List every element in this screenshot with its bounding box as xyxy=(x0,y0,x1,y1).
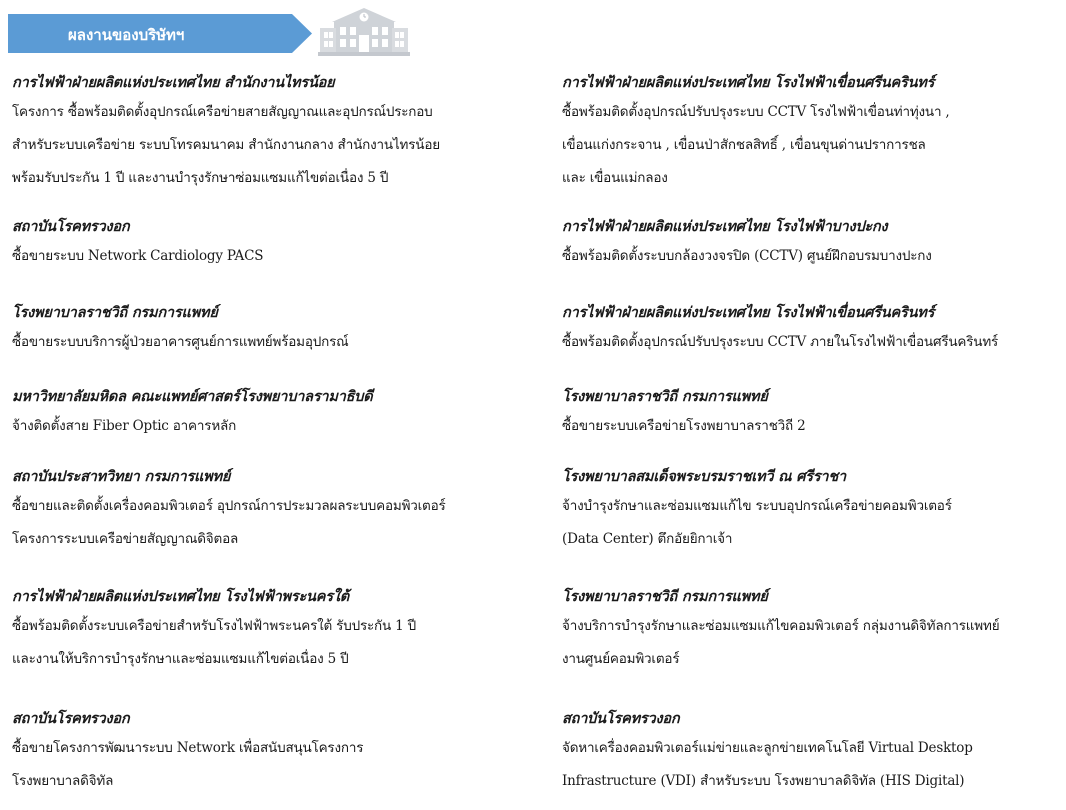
project-description xyxy=(562,410,1066,443)
project-description xyxy=(12,410,532,443)
project-entry xyxy=(12,586,532,676)
description-line: จ้างบริการบำรุงรักษาและซ่อมแซมแก้ไขคอมพิวเตอร์ กลุ่มงานดิจิทัลการแพทย์ xyxy=(562,618,1000,634)
description-line: จ้างติดตั้งสาย Fiber Optic อาคารหลัก xyxy=(12,418,237,434)
description-line: ซื้อขายโครงการพัฒนาระบบ Network เพื่อสนับสนุนโครงการ xyxy=(12,740,364,756)
project-entry xyxy=(12,466,532,556)
project-client-title: สถาบันโรคทรวงอก xyxy=(12,218,130,235)
project-client-title: สถาบันประสาทวิทยา กรมการแพทย์ xyxy=(12,468,231,485)
description-line: Infrastructure (VDI) สำหรับระบบ โรงพยาบาลดิจิทัล (HIS Digital) xyxy=(562,773,965,789)
description-line: ซื้อขายระบบ Network Cardiology PACS xyxy=(12,248,264,264)
project-description xyxy=(12,490,532,556)
description-line: และ เขื่อนแม่กลอง xyxy=(562,170,668,186)
project-entry xyxy=(562,466,1066,556)
project-description xyxy=(12,240,532,273)
description-line: ซื้อพร้อมติดตั้งระบบเครือข่ายสำหรับโรงไฟฟ้าพระนครใต้ รับประกัน 1 ปี xyxy=(12,618,417,634)
project-client-title: การไฟฟ้าฝ่ายผลิตแห่งประเทศไทย โรงไฟฟ้าบางปะกง xyxy=(562,218,888,235)
project-client-title: โรงพยาบาลสมเด็จพระบรมราชเทวี ณ ศรีราชา xyxy=(562,468,846,485)
project-description xyxy=(562,610,1066,676)
description-line: ซื้อพร้อมติดตั้งระบบกล้องวงจรปิด (CCTV) ศูนย์ฝึกอบรมบางปะกง xyxy=(562,248,932,264)
description-line: ซื้อพร้อมติดตั้งอุปกรณ์ปรับปรุงระบบ CCTV ภายในโรงไฟฟ้าเขื่อนศรีนครินทร์ xyxy=(562,334,999,350)
section-title: ผลงานของบริษัทฯ xyxy=(68,26,185,44)
description-line: พร้อมรับประกัน 1 ปี และงานบำรุงรักษาซ่อมแซมแก้ไขต่อเนื่อง 5 ปี xyxy=(12,170,389,186)
project-client-title: สถาบันโรคทรวงอก xyxy=(562,710,680,727)
project-client-title: การไฟฟ้าฝ่ายผลิตแห่งประเทศไทย โรงไฟฟ้าพระนครใต้ xyxy=(12,588,349,605)
description-line: จัดหาเครื่องคอมพิวเตอร์แม่ข่ายและลูกข่ายเทคโนโลยี Virtual Desktop xyxy=(562,740,973,756)
description-line: ซื้อพร้อมติดตั้งอุปกรณ์ปรับปรุงระบบ CCTV โรงไฟฟ้าเขื่อนท่าทุ่งนา , xyxy=(562,104,950,120)
project-entry xyxy=(562,216,1066,273)
description-line: ซื้อขายและติดตั้งเครื่องคอมพิวเตอร์ อุปกรณ์การประมวลผลระบบคอมพิวเตอร์ xyxy=(12,498,446,514)
project-description xyxy=(562,490,1066,556)
project-entry xyxy=(562,586,1066,676)
project-description xyxy=(12,96,532,195)
project-description xyxy=(562,96,1066,195)
description-line: โครงการระบบเครือข่ายสัญญาณดิจิตอล xyxy=(12,531,239,547)
project-description xyxy=(12,326,532,359)
project-description xyxy=(12,732,532,798)
description-line: สำหรับระบบเครือข่าย ระบบโทรคมนาคม สำนักงานกลาง สำนักงานไทรน้อย xyxy=(12,137,440,153)
project-description xyxy=(562,240,1066,273)
section-header-banner xyxy=(8,14,312,53)
project-entry xyxy=(12,72,532,195)
description-line: โรงพยาบาลดิจิทัล xyxy=(12,773,114,789)
project-entry xyxy=(12,708,532,798)
project-entry xyxy=(12,216,532,273)
description-line: ซื้อขายระบบบริการผู้ป่วยอาคารศูนย์การแพทย์พร้อมอุปกรณ์ xyxy=(12,334,349,350)
project-entry xyxy=(562,386,1066,443)
project-client-title: สถาบันโรคทรวงอก xyxy=(12,710,130,727)
description-line: และงานให้บริการบำรุงรักษาและซ่อมแซมแก้ไขต่อเนื่อง 5 ปี xyxy=(12,651,349,667)
project-description xyxy=(12,610,532,676)
project-description xyxy=(562,326,1066,359)
project-entry xyxy=(12,302,532,359)
project-description xyxy=(562,732,1066,798)
project-client-title: การไฟฟ้าฝ่ายผลิตแห่งประเทศไทย โรงไฟฟ้าเขื่อนศรีนครินทร์ xyxy=(562,304,935,321)
project-client-title: โรงพยาบาลราชวิถี กรมการแพทย์ xyxy=(562,588,768,605)
project-entry xyxy=(562,708,1066,798)
project-client-title: มหาวิทยาลัยมหิดล คณะแพทย์ศาสตร์โรงพยาบาลรามาธิบดี xyxy=(12,388,373,405)
description-line: งานศูนย์คอมพิวเตอร์ xyxy=(562,651,680,667)
project-client-title: การไฟฟ้าฝ่ายผลิตแห่งประเทศไทย โรงไฟฟ้าเขื่อนศรีนครินทร์ xyxy=(562,74,935,91)
description-line: ซื้อขายระบบเครือข่ายโรงพยาบาลราชวิถี 2 xyxy=(562,418,806,434)
project-client-title: โรงพยาบาลราชวิถี กรมการแพทย์ xyxy=(12,304,218,321)
project-entry xyxy=(12,386,532,443)
description-line: โครงการ ซื้อพร้อมติดตั้งอุปกรณ์เครือข่ายสายสัญญาณและอุปกรณ์ประกอบ xyxy=(12,104,433,120)
description-line: (Data Center) ตึกอัยยิกาเจ้า xyxy=(562,531,733,547)
description-line: จ้างบำรุงรักษาและซ่อมแซมแก้ไข ระบบอุปกรณ์เครือข่ายคอมพิวเตอร์ xyxy=(562,498,952,514)
project-entry xyxy=(562,302,1066,359)
project-entry xyxy=(562,72,1066,195)
description-line: เขื่อนแก่งกระจาน , เขื่อนป่าสักชลสิทธิ์ , เขื่อนขุนด่านปราการชล xyxy=(562,137,926,153)
project-client-title: การไฟฟ้าฝ่ายผลิตแห่งประเทศไทย สำนักงานไทรน้อย xyxy=(12,74,335,91)
building-icon xyxy=(318,4,410,56)
project-client-title: โรงพยาบาลราชวิถี กรมการแพทย์ xyxy=(562,388,768,405)
